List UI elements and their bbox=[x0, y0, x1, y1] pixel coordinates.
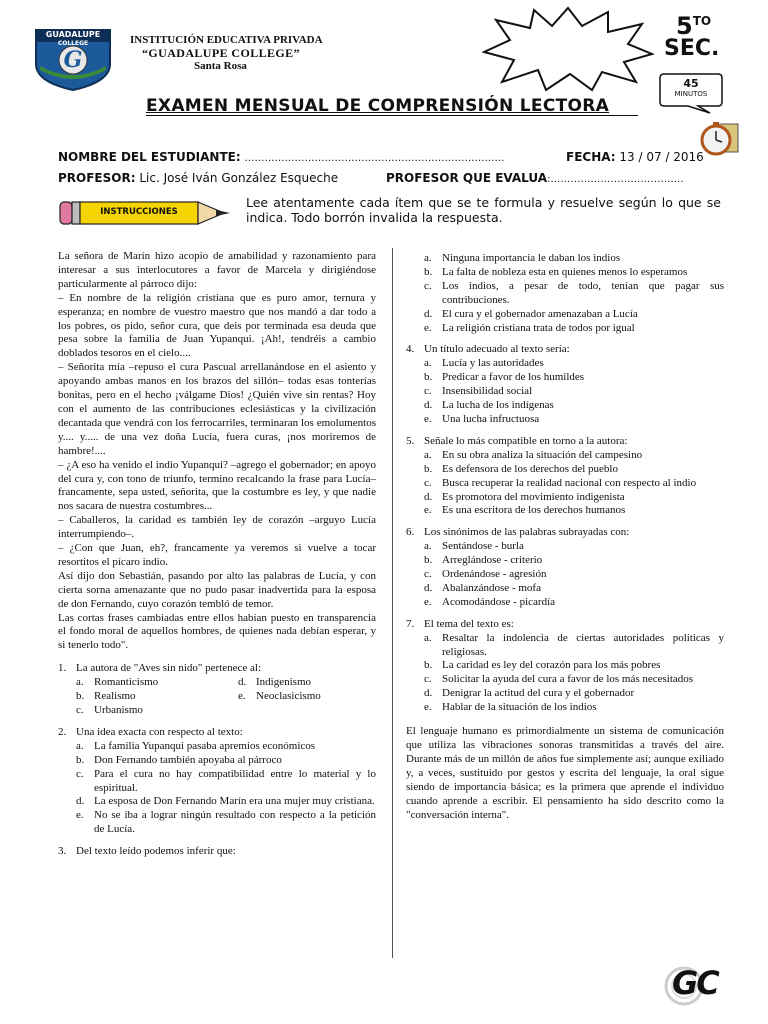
passage-paragraph: – ¿A eso ha venido el indio Yupanqui? –agrego el gobernador; en apoyo del cura y, con tono de triunfo, termino recalcando la frase para Lucía– francamente, sepa usted, señorita, que la costumbre es ley, y que nadie nos sacara de nuestra costumbres... bbox=[58, 458, 376, 513]
question-1 bbox=[58, 662, 376, 718]
passage-paragraph: – ¿Con que Juan, eh?, francamente ya veremos si vuelve a tocar resortitos el pícaro indio. bbox=[58, 542, 376, 568]
option[interactable]: c. Insensibilidad social bbox=[424, 385, 533, 398]
student-name-field[interactable]: …………………………………………………………………… bbox=[244, 153, 505, 164]
option[interactable]: c. Urbanismo bbox=[76, 704, 143, 716]
option[interactable]: c. Ordenándose - agresión bbox=[424, 568, 547, 581]
option[interactable]: d. Abalanzándose - mofa bbox=[424, 581, 541, 594]
option[interactable]: b. Es defensora de los derechos del pueblo bbox=[424, 462, 618, 475]
option[interactable]: e. Una lucha infructuosa bbox=[424, 412, 540, 425]
footer-logo bbox=[664, 960, 730, 1010]
duration-bubble bbox=[658, 72, 724, 114]
option[interactable]: b. La falta de nobleza esta en quienes menos lo esperamos bbox=[424, 265, 688, 278]
institution-name: INSTITUCIÓN EDUCATIVA PRIVADA bbox=[130, 34, 323, 46]
option[interactable]: e. No se iba a lograr ningún resultado con respecto a la petición de Lucía. bbox=[76, 809, 376, 836]
date-row bbox=[566, 150, 704, 164]
starburst-box bbox=[482, 6, 654, 92]
option[interactable]: e. Acomodándose - picardía bbox=[424, 595, 556, 608]
grade-section: SEC. bbox=[664, 36, 720, 61]
option[interactable]: a. Resaltar la indolencia de ciertas autoridades políticas y religiosas. bbox=[424, 631, 724, 658]
option[interactable]: e. Es una escritora de los derechos humanos bbox=[424, 504, 626, 517]
institution-block bbox=[130, 34, 350, 73]
passage-paragraph: – Señorita mía –repuso el cura Pascual arrellanándose en el asiento y apoyando ambas manos en los brazos del sillón– todas esas tonterías bonitas, pero en el hecho ¡válgame Dios! ¿Quién vive sin rentas? Hoy con el aumento de las contribuciones eclesiásticas y la civilización decantada que vendrá con los ferrocarriles, terminaran los emolumentos y.... y..... de una vez doña Lucía, fuera curas, ¡nos moriremos de hambre!.... bbox=[58, 361, 376, 457]
question-stem: La autora de "Aves sin nido" pertenece al: bbox=[76, 662, 262, 675]
question-stem: Del texto leído podemos inferir que: bbox=[76, 845, 236, 858]
option[interactable]: b. La caridad es ley del corazón para los más pobres bbox=[424, 659, 661, 672]
grade-number: 5 bbox=[676, 12, 693, 40]
logo-text-mid: COLLEGE bbox=[57, 40, 89, 47]
option[interactable]: e. La religión cristiana trata de todos por igual bbox=[424, 321, 635, 334]
pencil-badge bbox=[58, 198, 234, 228]
question-3 bbox=[58, 845, 376, 859]
question-5 bbox=[406, 435, 724, 518]
school-logo bbox=[30, 26, 116, 92]
option[interactable]: e. Hablar de la situación de los indios bbox=[424, 701, 597, 714]
option[interactable]: d. La esposa de Don Fernando Marín era una mujer muy cristiana. bbox=[76, 795, 375, 808]
passage-paragraph: – En nombre de la religión cristiana que es puro amor, ternura y esperanza; en nombre de vuestro maestro que nos mandó a dar todo a los pobres, os pido, señor cura, que deis por terminada esa deuda que pesa sobre la familia de Juan Yupanqui. ¡Ah!, tendréis a cambio doblados tesoros en el cielo.... bbox=[58, 291, 376, 360]
duration-unit: MINUTOS bbox=[674, 90, 708, 98]
date-value: 13 / 07 / 2016 bbox=[619, 150, 704, 164]
option[interactable]: a. Sentándose - burla bbox=[424, 540, 524, 553]
option[interactable]: a. Ninguna importancia le daban los indios bbox=[424, 252, 621, 264]
option[interactable]: b. Arreglándose - criterio bbox=[424, 554, 543, 567]
option[interactable]: a. En su obra analiza la situación del campesino bbox=[424, 448, 643, 461]
teacher-label: PROFESOR: bbox=[58, 171, 136, 185]
question-7 bbox=[406, 618, 724, 715]
school-name: “GUADALUPE COLLEGE” bbox=[142, 46, 300, 60]
footer-logo-text: GC bbox=[672, 964, 718, 1002]
question-stem: El tema del texto es: bbox=[424, 617, 514, 630]
instructions-badge: INSTRUCCIONES bbox=[100, 207, 178, 217]
question-number: 6. bbox=[406, 526, 415, 539]
passage-paragraph: La señora de Marín hizo acopio de amabilidad y razonamiento para interesar a sus interlocutores a favor de Marcela y dirigiéndose particularmente al párroco dijo: bbox=[58, 250, 376, 290]
question-6 bbox=[406, 526, 724, 609]
option[interactable]: a. Romanticismo bbox=[76, 676, 159, 689]
question-stem: Una idea exacta con respecto al texto: bbox=[76, 725, 243, 738]
option[interactable]: d. Es promotora del movimiento indigenista bbox=[424, 490, 625, 503]
evaluator-field[interactable]: :…………………………………. bbox=[547, 174, 684, 185]
evaluator-row bbox=[386, 171, 684, 185]
right-column bbox=[406, 252, 724, 822]
option[interactable]: c. Solicitar la ayuda del cura a favor de los más necesitados bbox=[424, 673, 694, 686]
date-label: FECHA: bbox=[566, 150, 616, 164]
option[interactable]: d. La lucha de los indígenas bbox=[424, 399, 554, 412]
teacher-row bbox=[58, 171, 338, 185]
option[interactable]: c. Busca recuperar la realidad nacional con respecto al indio bbox=[424, 476, 697, 489]
option[interactable]: e. Neoclasicismo bbox=[238, 690, 321, 703]
column-divider bbox=[392, 248, 393, 958]
school-city: Santa Rosa bbox=[194, 60, 247, 72]
passage-paragraph: Las cortas frases cambiadas entre ellos habían puesto en transparencia el fondo moral de aquellos hombres, de quienes nada debían esperar, y si tenerlo todo". bbox=[58, 611, 376, 652]
student-label: NOMBRE DEL ESTUDIANTE: bbox=[58, 150, 241, 164]
question-2 bbox=[58, 726, 376, 837]
closing-paragraph: El lenguaje humano es primordialmente un sistema de comunicación que utiliza las vibraciones sonoras transmitidas a través del aire. Durante más de un millón de años fue simplemente así; aunque exiliado y, a veces, sustituido por gestos y escrita del lenguaje, la oral sigue siendo de importancia básica; es la primera que aprende el individuo cuando aprende a escribir. El pensamiento ha sido descrito como la "conversación interna". bbox=[406, 725, 724, 821]
option[interactable]: c. Para el cura no hay compatibilidad entre lo material y lo espiritual. bbox=[76, 767, 376, 794]
option[interactable]: a. Lucía y las autoridades bbox=[424, 357, 544, 370]
teacher-name: Lic. José Iván González Esqueche bbox=[139, 171, 339, 185]
option[interactable]: b. Predicar a favor de los humildes bbox=[424, 371, 585, 384]
logo-text-top: GUADALUPE bbox=[45, 30, 101, 39]
clock-icon bbox=[698, 118, 740, 158]
reading-passage bbox=[58, 250, 376, 859]
grade-suffix: TO bbox=[692, 14, 712, 28]
title-underline bbox=[146, 115, 638, 116]
option[interactable]: a. La familia Yupanqui pasaba apremios económicos bbox=[76, 739, 316, 752]
question-number: 4. bbox=[406, 343, 415, 356]
grade-label bbox=[664, 12, 764, 61]
evaluator-label: PROFESOR QUE EVALUA bbox=[386, 171, 548, 185]
instructions-text: Lee atentamente cada ítem que se te formula y resuelve según lo que se indica. Todo borrón invalida la respuesta. bbox=[246, 195, 721, 225]
question-number: 1. bbox=[58, 662, 67, 675]
option[interactable]: d. Denigrar la actitud del cura y el gobernador bbox=[424, 687, 635, 700]
question-3-options bbox=[406, 252, 724, 335]
passage-paragraph: Así dijo don Sebastián, pasando por alto las palabras de Lucía, y con cierta sorna amenazante que no pudo pasar inadvertida para la esposa de don Fernando, cuyo corazón tembló de temor. bbox=[58, 569, 376, 610]
logo-letter: G bbox=[63, 47, 83, 73]
question-number: 7. bbox=[406, 617, 415, 630]
question-stem: Señale lo más compatible en torno a la autora: bbox=[424, 434, 628, 447]
question-number: 5. bbox=[406, 434, 415, 447]
option[interactable]: d. El cura y el gobernador amenazaban a Lucía bbox=[424, 307, 638, 320]
passage-paragraph: – Caballeros, la caridad es también ley de corazón –arguyo Lucía interrumpiendo–. bbox=[58, 514, 376, 541]
option[interactable]: c. Los indios, a pesar de todo, tenían que pagar sus contribuciones. bbox=[424, 279, 724, 306]
question-4 bbox=[406, 343, 724, 426]
student-row bbox=[58, 150, 504, 164]
option[interactable]: b. Don Fernando también apoyaba al párroco bbox=[76, 753, 282, 766]
exam-title: EXAMEN MENSUAL DE COMPRENSIÓN LECTORA bbox=[146, 96, 610, 116]
question-stem: Los sinónimos de las palabras subrayadas con: bbox=[424, 526, 630, 539]
option[interactable]: b. Realismo bbox=[76, 690, 136, 703]
duration-value: 45 bbox=[683, 77, 699, 90]
question-number: 2. bbox=[58, 725, 67, 738]
question-stem: Un título adecuado al texto sería: bbox=[424, 343, 570, 356]
question-number: 3. bbox=[58, 845, 67, 858]
option[interactable]: d. Indigenismo bbox=[238, 676, 311, 689]
